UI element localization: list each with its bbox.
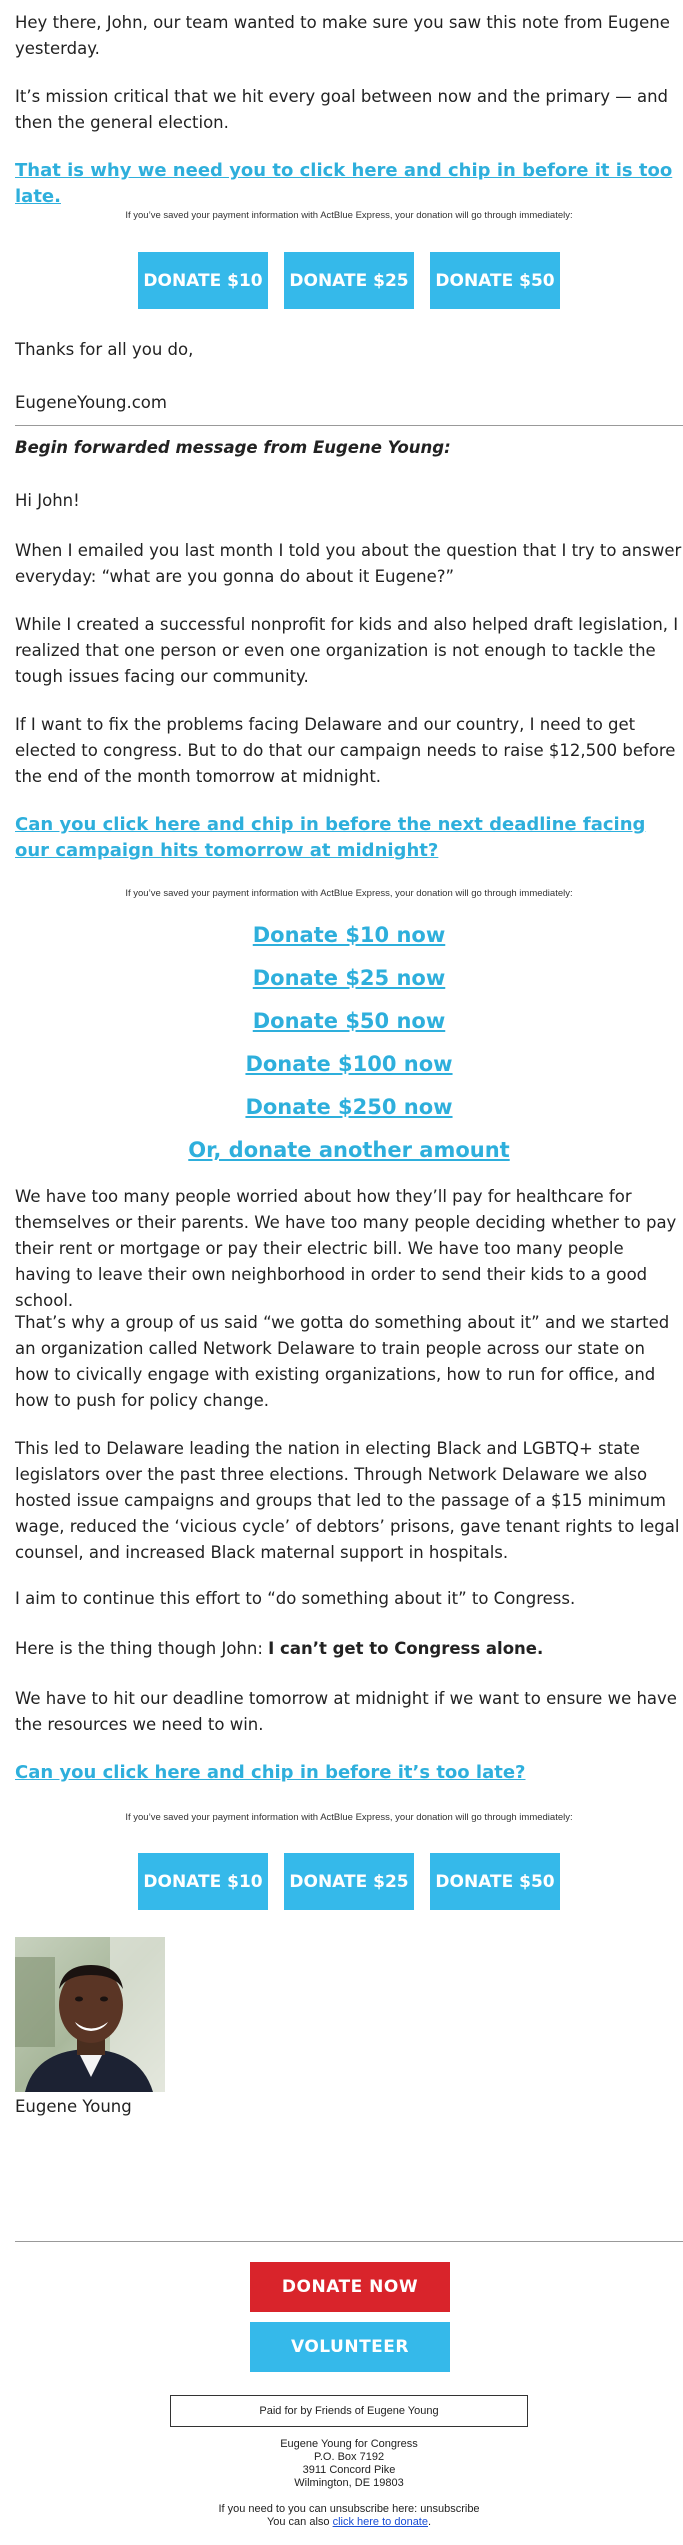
signature-name: Eugene Young <box>15 2097 132 2116</box>
also-donate-line: You can also click here to donate. <box>266 2516 432 2528</box>
signoff-thanks: Thanks for all you do, <box>15 340 194 359</box>
donate-button-row-2 <box>15 1853 683 1910</box>
footer-donate-link[interactable]: click here to donate <box>332 2516 428 2528</box>
donate-link-25[interactable]: Donate $25 now <box>252 966 446 990</box>
address-street: 3911 Concord Pike <box>302 2464 396 2476</box>
donate-10-button[interactable]: DONATE $10 <box>138 252 268 309</box>
forward-p7: I aim to continue this effort to “do something about it” to Congress. <box>15 1589 576 1608</box>
donate-50-button[interactable]: DONATE $50 <box>430 1853 560 1910</box>
forward-cta-link-2[interactable]: Can you click here and chip in before it’s too late? <box>15 1762 526 1783</box>
donate-25-button[interactable]: DONATE $25 <box>284 1853 414 1910</box>
donate-link-50[interactable]: Donate $50 now <box>252 1009 446 1033</box>
donate-25-button[interactable]: DONATE $25 <box>284 252 414 309</box>
express-note-1: If you’ve saved your payment information with ActBlue Express, your donation will go through immediately: <box>125 210 573 221</box>
volunteer-button[interactable]: VOLUNTEER <box>250 2322 450 2372</box>
forward-p8 <box>15 1636 683 1662</box>
donate-link-10[interactable]: Donate $10 now <box>252 923 446 947</box>
unsubscribe-text[interactable]: If you need to you can unsubscribe here: unsubscribe <box>218 2503 480 2515</box>
address-org: Eugene Young for Congress <box>280 2438 418 2450</box>
forward-p9: We have to hit our deadline tomorrow at midnight if we want to ensure we have the resources we need to win. <box>15 1689 677 1734</box>
intro-critical: It’s mission critical that we hit every goal between now and the primary — and then the general election. <box>15 87 669 132</box>
donate-link-list <box>15 920 683 1178</box>
unsubscribe-block <box>15 2503 683 2529</box>
address-po-box: P.O. Box 7192 <box>313 2451 385 2463</box>
footer-divider <box>15 2241 683 2242</box>
donate-link-other[interactable]: Or, donate another amount <box>188 1138 510 1162</box>
forward-p2: While I created a successful nonprofit for kids and also helped draft legislation, I realized that one person or even one organization is not enough to tackle the tough issues facing our community. <box>15 615 679 686</box>
donate-50-button[interactable]: DONATE $50 <box>430 252 560 309</box>
paid-for-box: Paid for by Friends of Eugene Young <box>170 2395 528 2427</box>
forward-p1: When I emailed you last month I told you about the question that I try to answer everyday: “what are you gonna do about it Eugene?” <box>15 541 682 586</box>
donate-button-row-1 <box>15 252 683 309</box>
donate-link-250[interactable]: Donate $250 now <box>245 1095 453 1119</box>
donate-now-button[interactable]: DONATE NOW <box>250 2262 450 2312</box>
express-note-3: If you’ve saved your payment information with ActBlue Express, your donation will go through immediately: <box>125 1812 573 1823</box>
forward-p6: This led to Delaware leading the nation in electing Black and LGBTQ+ state legislators over the past three elections. Through Network Delaware we also hosted issue campaigns and groups that led to the passage of a $15 minimum wage, reduced the ‘vicious cycle’ of debtors’ prisons, gave tenant rights to legal counsel, and increased Black maternal support in hospitals. <box>15 1439 680 1562</box>
forward-p8-bold: I can’t get to Congress alone. <box>268 1639 544 1658</box>
forward-p5: That’s why a group of us said “we gotta do something about it” and we started an organization called Network Delaware to train people across our state on how to civically engage with existing organizations, how to run for office, and how to push for policy change. <box>15 1313 670 1410</box>
donate-link-100[interactable]: Donate $100 now <box>245 1052 453 1076</box>
forward-cta-link[interactable]: Can you click here and chip in before the next deadline facing our campaign hits tomorrow at midnight? <box>15 814 646 861</box>
signoff-site: EugeneYoung.com <box>15 393 167 412</box>
forward-p8-lead: Here is the thing though John: <box>15 1639 269 1658</box>
donate-10-button[interactable]: DONATE $10 <box>138 1853 268 1910</box>
forward-p4: We have too many people worried about how they’ll pay for healthcare for themselves or their parents. We have too many people deciding whether to pay their rent or mortgage or pay their electric bill. We have too many people having to leave their own neighborhood in order to send their kids to a good school. <box>15 1187 677 1310</box>
intro-cta-link[interactable]: That is why we need you to click here and chip in before it is too late. <box>15 160 673 207</box>
candidate-photo <box>15 1937 165 2092</box>
forward-header: Begin forwarded message from Eugene Young: <box>15 438 451 457</box>
forward-salutation: Hi John! <box>15 491 80 510</box>
address-city: Wilmington, DE 19803 <box>294 2477 404 2489</box>
divider <box>15 425 683 426</box>
mailing-address <box>15 2438 683 2490</box>
express-note-2: If you’ve saved your payment information with ActBlue Express, your donation will go through immediately: <box>125 888 573 899</box>
forward-p3: If I want to fix the problems facing Delaware and our country, I need to get elected to congress. But to do that our campaign needs to raise $12,500 before the end of the month tomorrow at midnight. <box>15 715 676 786</box>
intro-greeting: Hey there, John, our team wanted to make sure you saw this note from Eugene yesterday. <box>15 13 670 58</box>
